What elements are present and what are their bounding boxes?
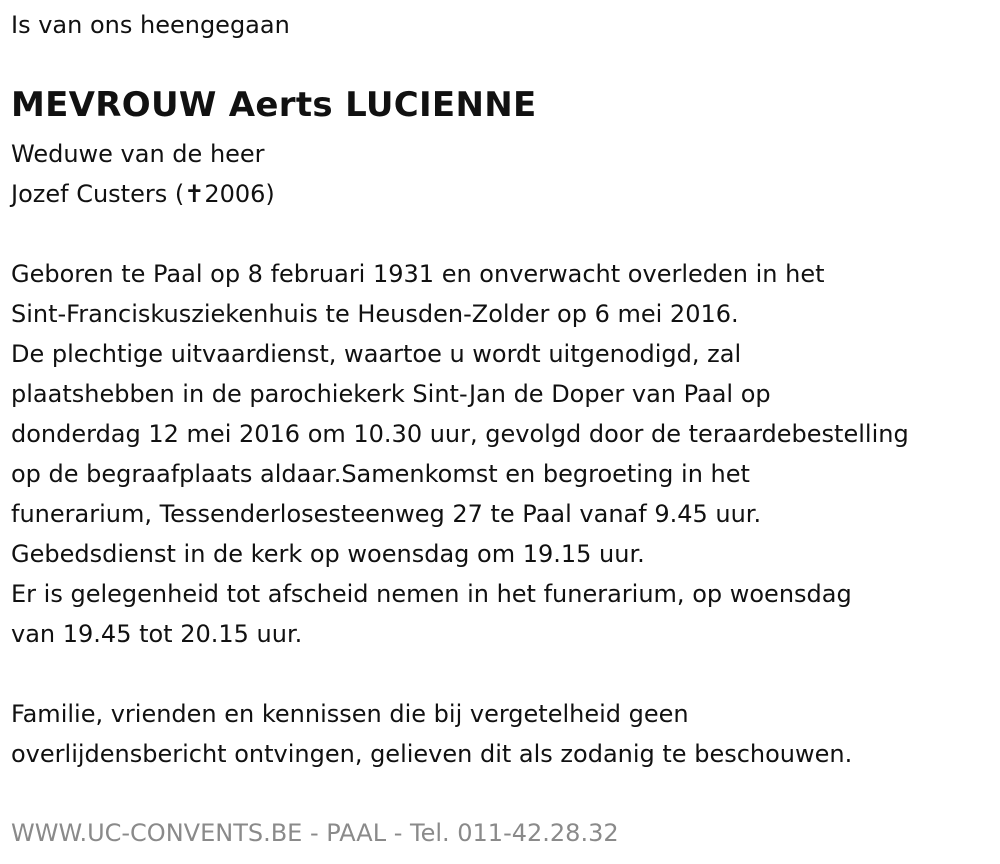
body-line: plaatshebben in de parochiekerk Sint-Jan de Doper van Paal op	[11, 380, 771, 408]
spouse-line: Jozef Custers (✝2006)	[11, 180, 275, 208]
body-line: Sint-Franciskusziekenhuis te Heusden-Zolder op 6 mei 2016.	[11, 300, 739, 328]
body-line: De plechtige uitvaardienst, waartoe u wordt uitgenodigd, zal	[11, 340, 742, 368]
closing-line: overlijdensbericht ontvingen, gelieven dit als zodanig te beschouwen.	[11, 740, 853, 768]
spouse-info	[11, 134, 275, 214]
body-line: op de begraafplaats aldaar.Samenkomst en begroeting in het	[11, 460, 750, 488]
intro-line: Is van ons heengegaan	[11, 11, 290, 39]
funeral-details	[11, 254, 909, 654]
body-line: donderdag 12 mei 2016 om 10.30 uur, gevolgd door de teraardebestelling	[11, 420, 909, 448]
closing-note	[11, 694, 852, 774]
body-line: funerarium, Tessenderlosesteenweg 27 te Paal vanaf 9.45 uur.	[11, 500, 762, 528]
closing-line: Familie, vrienden en kennissen die bij vergetelheid geen	[11, 700, 689, 728]
body-line: Geboren te Paal op 8 februari 1931 en onverwacht overleden in het	[11, 260, 825, 288]
body-line: Gebedsdienst in de kerk op woensdag om 19.15 uur.	[11, 540, 645, 568]
deceased-name: MEVROUW Aerts LUCIENNE	[11, 85, 537, 125]
spouse-line: Weduwe van de heer	[11, 140, 265, 168]
body-line: van 19.45 tot 20.15 uur.	[11, 620, 303, 648]
body-line: Er is gelegenheid tot afscheid nemen in het funerarium, op woensdag	[11, 580, 852, 608]
footer-contact: WWW.UC-CONVENTS.BE - PAAL - Tel. 011-42.28.32	[11, 819, 619, 847]
